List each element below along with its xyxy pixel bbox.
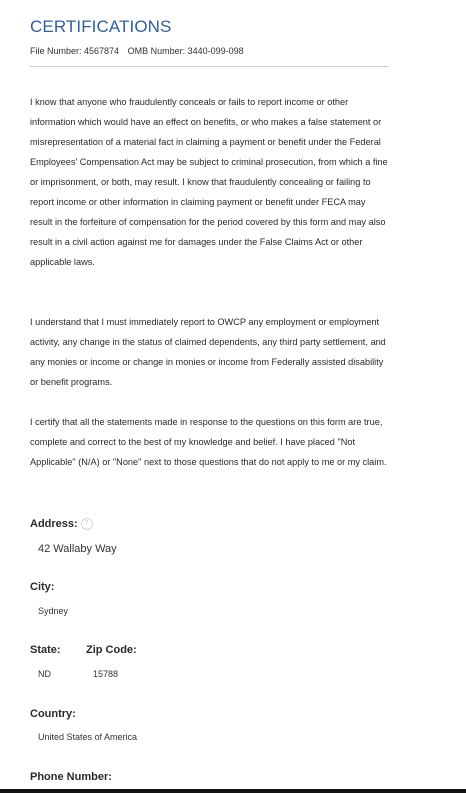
city-label: City: (30, 581, 55, 593)
omb-number: OMB Number: 3440-099-098 (127, 46, 244, 56)
state-label: State: (30, 644, 61, 656)
address-label (30, 518, 93, 530)
city-value: Sydney (38, 606, 69, 616)
page-title: CERTIFICATIONS (30, 17, 172, 36)
country-label: Country: (30, 708, 76, 720)
header-divider (30, 66, 389, 67)
zip-code-value: 15788 (93, 669, 119, 679)
phone-number-label: Phone Number: (30, 771, 112, 783)
country-value: United States of America (38, 732, 138, 742)
zip-code-label: Zip Code: (86, 644, 137, 656)
certification-paragraph-fraud: I know that anyone who fraudulently conceals or fails to report income or other information which would have an effect on benefits, or who makes a false statement or misrepresentation of a material fact in claiming a payment or benefit under the Federal Employees' Compensation Act may be subject to criminal prosecution, from which a fine or imprisonment, or both, may result. I know that fraudulently concealing or failing to report income or other information in claiming payment or benefit under FECA may result in the forfeiture of compensation for the period covered by this form and may also result in a civil action against me for damages under the False Claims Act or other applicable laws. (30, 97, 388, 267)
address-value: 42 Wallaby Way (38, 543, 117, 555)
state-value: ND (38, 669, 51, 679)
address-label-text: Address: (30, 518, 78, 530)
question-circle-icon[interactable]: ? (81, 518, 93, 530)
form-meta (30, 46, 250, 56)
bottom-edge-bar (0, 789, 466, 793)
file-number: File Number: 4567874 (30, 46, 120, 56)
certification-paragraph-report: I understand that I must immediately report to OWCP any employment or employment activity, any change in the status of claimed dependents, any third party settlement, and any monies or income or change in monies or income from Federally assisted disability or benefit programs. (30, 317, 386, 387)
certification-paragraph-certify: I certify that all the statements made in response to the questions on this form are true, complete and correct to the best of my knowledge and belief. I have placed "Not Applicable" (N/A) or "None" next to those questions that do not apply to me or my claim. (30, 417, 387, 467)
